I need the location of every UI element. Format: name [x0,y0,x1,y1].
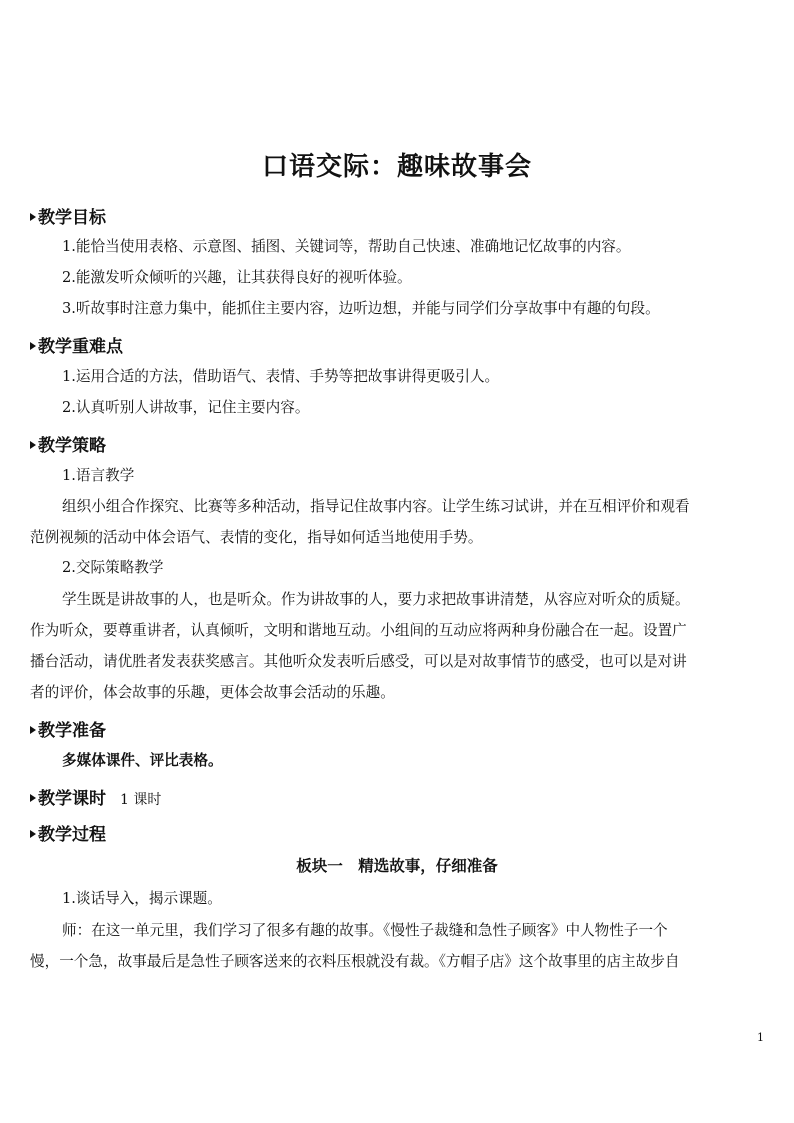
section-heading-goals [30,203,106,228]
process-paragraph-line: 师：在这一单元里，我们学习了很多有趣的故事。《慢性子裁缝和急性子顾客》中人物性子一个 [62,922,668,939]
section-heading-keypoints [30,332,123,357]
goal-item-3: 3.听故事时注意力集中，能抓住主要内容，边听边想，并能与同学们分享故事中有趣的句段。 [62,300,660,317]
triangle-bullet-icon [30,213,36,221]
strategy-subheading-2: 2.交际策略教学 [62,559,164,576]
heading-text: 教学课时 [38,789,106,809]
triangle-bullet-icon [30,830,36,838]
section-heading-process [30,820,106,845]
strategy-paragraph-1-line: 范例视频的活动中体会语气、表情的变化，指导如何适当地使用手势。 [30,529,483,546]
heading-text: 教学准备 [38,721,106,741]
keypoint-item-1: 1.运用合适的方法，借助语气、表情、手势等把故事讲得更吸引人。 [62,368,500,385]
section-heading-strategy [30,431,106,456]
page-number: 1 [757,1031,764,1044]
section-heading-prep [30,716,106,741]
triangle-bullet-icon [30,794,36,802]
goal-item-2: 2.能激发听众倾听的兴趣，让其获得良好的视听体验。 [62,269,412,286]
hours-value: 1 课时 [120,792,162,808]
triangle-bullet-icon [30,726,36,734]
strategy-paragraph-2-line: 作为听众，要尊重讲者，认真倾听，文明和谐地互动。小组间的互动应将两种身份融合在一起。设置广 [30,622,687,639]
section-heading-hours [30,784,161,809]
strategy-paragraph-2-line: 者的评价，体会故事的乐趣，更体会故事会活动的乐趣。 [30,684,395,701]
triangle-bullet-icon [30,342,36,350]
triangle-bullet-icon [30,441,36,449]
prep-text: 多媒体课件、评比表格。 [62,752,223,769]
strategy-paragraph-1-line: 组织小组合作探究、比赛等多种活动，指导记住故事内容。让学生练习试讲，并在互相评价和观看 [62,498,690,515]
page-title: 口语交际：趣味故事会 [261,152,532,182]
block-title: 板块一 精选故事，仔细准备 [296,856,498,875]
strategy-paragraph-2-line: 学生既是讲故事的人，也是听众。作为讲故事的人，要力求把故事讲清楚，从容应对听众的质疑。 [62,591,690,608]
goal-item-1: 1.能恰当使用表格、示意图、插图、关键词等，帮助自己快速、准确地记忆故事的内容。 [62,238,631,255]
process-paragraph-line: 慢，一个急，故事最后是急性子顾客送来的衣料压根就没有裁。《方帽子店》这个故事里的店主故步自 [30,953,680,970]
strategy-subheading-1: 1.语言教学 [62,467,135,484]
keypoint-item-2: 2.认真听别人讲故事，记住主要内容。 [62,399,310,416]
strategy-paragraph-2-line: 播台活动，请优胜者发表获奖感言。其他听众发表听后感受，可以是对故事情节的感受，也可以是对讲 [30,653,687,670]
process-step-1: 1.谈话导入，揭示课题。 [62,890,222,907]
heading-text: 教学目标 [38,208,106,228]
heading-text: 教学策略 [38,436,106,456]
heading-text: 教学过程 [38,825,106,845]
heading-text: 教学重难点 [38,337,123,357]
